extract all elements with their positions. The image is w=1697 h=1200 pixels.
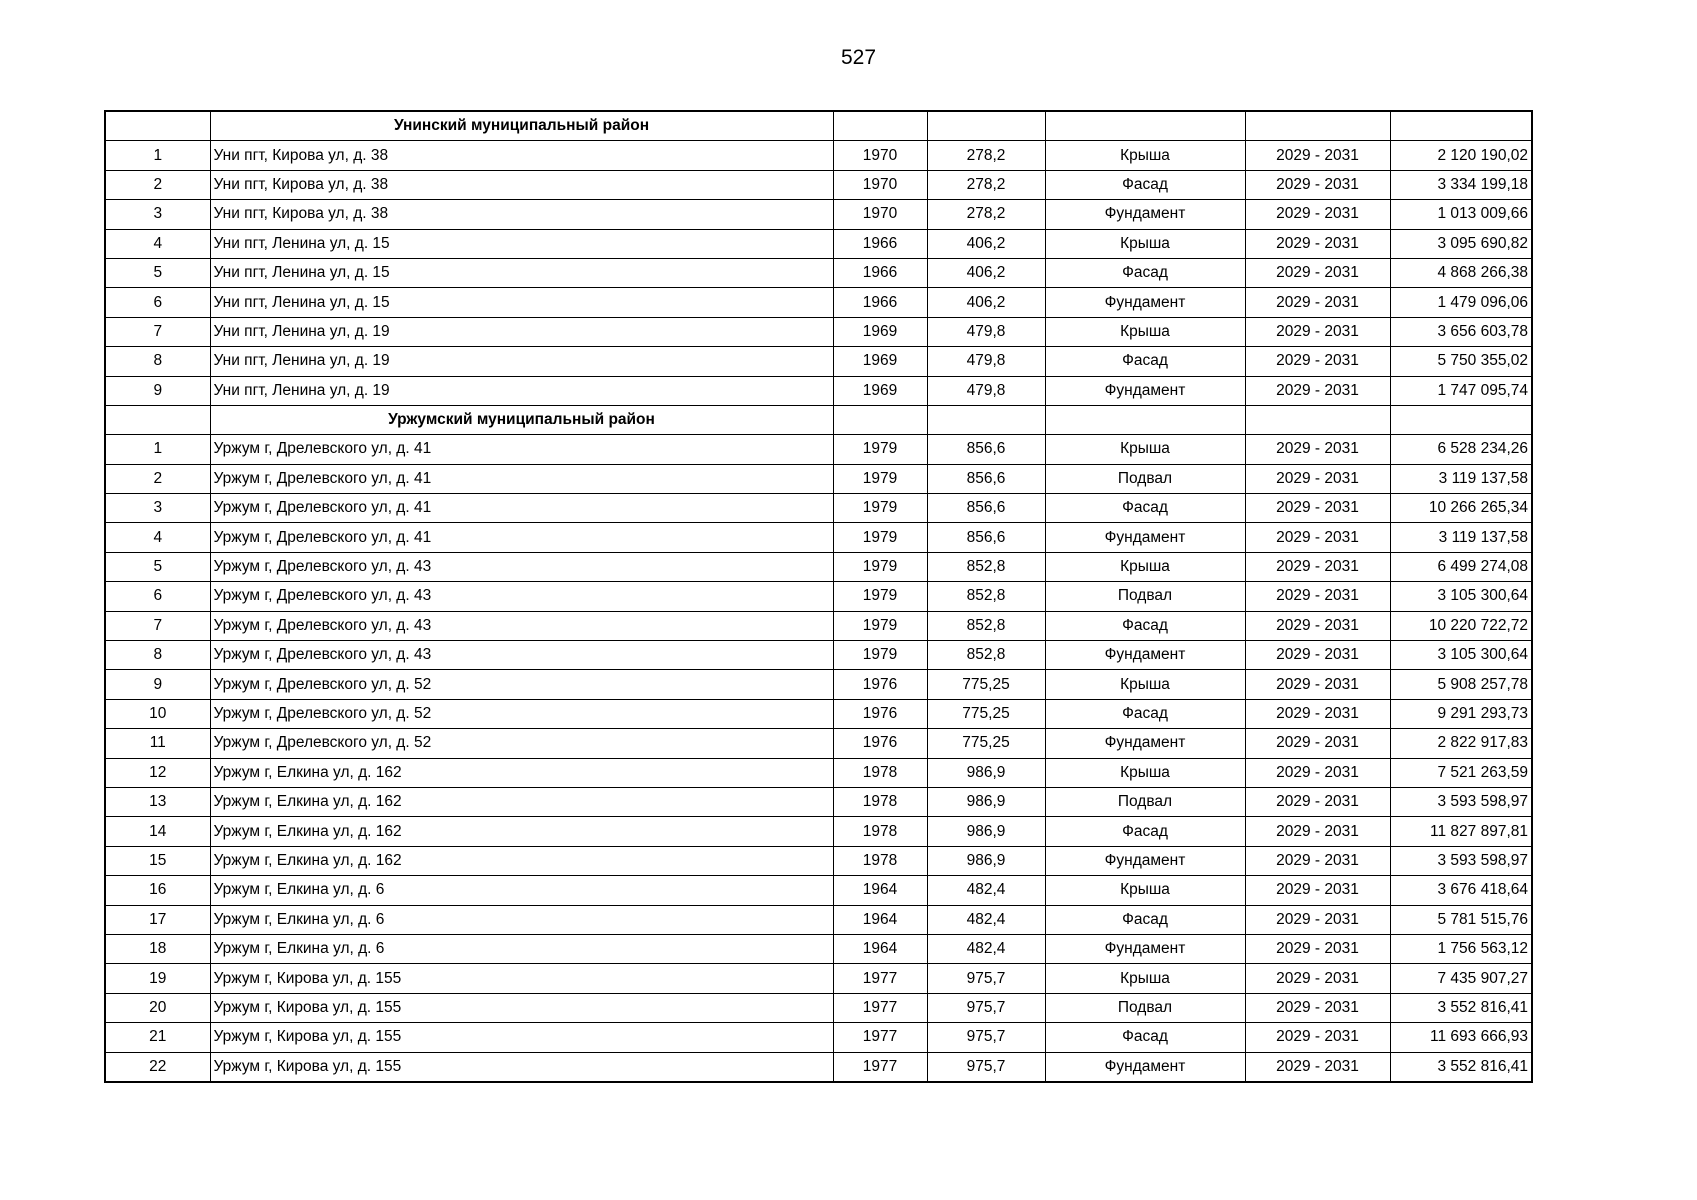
- cell-work-type: Фасад: [1045, 905, 1245, 934]
- cell-period: 2029 - 2031: [1245, 787, 1390, 816]
- cell-year: 1979: [833, 582, 927, 611]
- cell-year: 1979: [833, 641, 927, 670]
- cell-cost: 1 747 095,74: [1390, 376, 1532, 405]
- table-row: [105, 464, 1532, 493]
- table-row: [105, 1023, 1532, 1052]
- cell-period: 2029 - 2031: [1245, 552, 1390, 581]
- cell-year: 1966: [833, 288, 927, 317]
- cell-number: 14: [105, 817, 210, 846]
- cell-cost: 1 756 563,12: [1390, 934, 1532, 963]
- empty-cell: [833, 405, 927, 434]
- cell-cost: 2 822 917,83: [1390, 729, 1532, 758]
- cell-area: 406,2: [927, 258, 1045, 287]
- cell-year: 1969: [833, 376, 927, 405]
- cell-address: Уржум г, Кирова ул, д. 155: [210, 993, 833, 1022]
- cell-work-type: Подвал: [1045, 582, 1245, 611]
- table-row: [105, 934, 1532, 963]
- cell-cost: 1 013 009,66: [1390, 200, 1532, 229]
- cell-work-type: Фасад: [1045, 258, 1245, 287]
- cell-year: 1966: [833, 258, 927, 287]
- cell-cost: 6 528 234,26: [1390, 435, 1532, 464]
- table-row: [105, 376, 1532, 405]
- cell-cost: 10 220 722,72: [1390, 611, 1532, 640]
- cell-address: Уржум г, Дрелевского ул, д. 43: [210, 552, 833, 581]
- cell-cost: 3 119 137,58: [1390, 523, 1532, 552]
- table-row: [105, 288, 1532, 317]
- cell-address: Уржум г, Елкина ул, д. 162: [210, 817, 833, 846]
- table-row: [105, 876, 1532, 905]
- cell-area: 852,8: [927, 641, 1045, 670]
- cell-number: 21: [105, 1023, 210, 1052]
- cell-address: Уржум г, Елкина ул, д. 162: [210, 787, 833, 816]
- cell-year: 1979: [833, 435, 927, 464]
- register-body: [105, 111, 1532, 1082]
- cell-cost: 3 593 598,97: [1390, 787, 1532, 816]
- cell-address: Уржум г, Кирова ул, д. 155: [210, 1023, 833, 1052]
- cell-year: 1977: [833, 993, 927, 1022]
- table-row: [105, 758, 1532, 787]
- cell-cost: 3 105 300,64: [1390, 582, 1532, 611]
- cell-year: 1978: [833, 758, 927, 787]
- table-row: [105, 817, 1532, 846]
- cell-period: 2029 - 2031: [1245, 729, 1390, 758]
- table-row: [105, 699, 1532, 728]
- table-row: [105, 317, 1532, 346]
- cell-area: 975,7: [927, 964, 1045, 993]
- section-header-row: [105, 111, 1532, 141]
- cell-period: 2029 - 2031: [1245, 288, 1390, 317]
- cell-area: 278,2: [927, 170, 1045, 199]
- repair-register-table: [104, 110, 1533, 1083]
- cell-year: 1978: [833, 817, 927, 846]
- cell-period: 2029 - 2031: [1245, 934, 1390, 963]
- cell-work-type: Фундамент: [1045, 641, 1245, 670]
- cell-number: 1: [105, 141, 210, 170]
- cell-number: 1: [105, 435, 210, 464]
- cell-area: 482,4: [927, 934, 1045, 963]
- cell-period: 2029 - 2031: [1245, 494, 1390, 523]
- cell-period: 2029 - 2031: [1245, 435, 1390, 464]
- cell-area: 856,6: [927, 494, 1045, 523]
- cell-cost: 3 656 603,78: [1390, 317, 1532, 346]
- cell-period: 2029 - 2031: [1245, 758, 1390, 787]
- cell-period: 2029 - 2031: [1245, 670, 1390, 699]
- cell-area: 479,8: [927, 376, 1045, 405]
- cell-year: 1970: [833, 200, 927, 229]
- cell-period: 2029 - 2031: [1245, 905, 1390, 934]
- page-number: 527: [840, 46, 877, 69]
- cell-number: 9: [105, 670, 210, 699]
- cell-work-type: Крыша: [1045, 317, 1245, 346]
- empty-cell: [105, 111, 210, 141]
- table-row: [105, 641, 1532, 670]
- cell-area: 986,9: [927, 817, 1045, 846]
- cell-work-type: Крыша: [1045, 964, 1245, 993]
- cell-address: Уржум г, Дрелевского ул, д. 52: [210, 729, 833, 758]
- cell-year: 1979: [833, 552, 927, 581]
- cell-period: 2029 - 2031: [1245, 699, 1390, 728]
- section-header-row: [105, 405, 1532, 434]
- cell-number: 7: [105, 317, 210, 346]
- cell-number: 2: [105, 170, 210, 199]
- cell-area: 852,8: [927, 611, 1045, 640]
- empty-cell: [105, 405, 210, 434]
- cell-year: 1979: [833, 494, 927, 523]
- cell-period: 2029 - 2031: [1245, 229, 1390, 258]
- empty-cell: [1390, 405, 1532, 434]
- cell-number: 6: [105, 288, 210, 317]
- cell-period: 2029 - 2031: [1245, 200, 1390, 229]
- cell-cost: 11 827 897,81: [1390, 817, 1532, 846]
- cell-period: 2029 - 2031: [1245, 347, 1390, 376]
- cell-cost: 3 095 690,82: [1390, 229, 1532, 258]
- cell-cost: 3 119 137,58: [1390, 464, 1532, 493]
- cell-area: 278,2: [927, 200, 1045, 229]
- cell-number: 3: [105, 200, 210, 229]
- cell-period: 2029 - 2031: [1245, 876, 1390, 905]
- cell-period: 2029 - 2031: [1245, 523, 1390, 552]
- cell-cost: 3 552 816,41: [1390, 993, 1532, 1022]
- cell-cost: 4 868 266,38: [1390, 258, 1532, 287]
- cell-work-type: Подвал: [1045, 993, 1245, 1022]
- cell-number: 3: [105, 494, 210, 523]
- cell-period: 2029 - 2031: [1245, 964, 1390, 993]
- empty-cell: [1045, 111, 1245, 141]
- cell-number: 17: [105, 905, 210, 934]
- cell-address: Уни пгт, Ленина ул, д. 15: [210, 288, 833, 317]
- cell-year: 1964: [833, 876, 927, 905]
- cell-work-type: Фундамент: [1045, 376, 1245, 405]
- cell-work-type: Фундамент: [1045, 729, 1245, 758]
- cell-address: Уржум г, Дрелевского ул, д. 43: [210, 611, 833, 640]
- cell-period: 2029 - 2031: [1245, 317, 1390, 346]
- cell-work-type: Фундамент: [1045, 288, 1245, 317]
- cell-area: 856,6: [927, 523, 1045, 552]
- empty-cell: [927, 111, 1045, 141]
- cell-work-type: Фундамент: [1045, 846, 1245, 875]
- cell-number: 4: [105, 229, 210, 258]
- table-row: [105, 347, 1532, 376]
- cell-year: 1978: [833, 846, 927, 875]
- cell-period: 2029 - 2031: [1245, 611, 1390, 640]
- cell-cost: 3 105 300,64: [1390, 641, 1532, 670]
- cell-work-type: Фасад: [1045, 699, 1245, 728]
- cell-year: 1969: [833, 347, 927, 376]
- cell-cost: 9 291 293,73: [1390, 699, 1532, 728]
- cell-address: Уни пгт, Ленина ул, д. 15: [210, 229, 833, 258]
- cell-number: 10: [105, 699, 210, 728]
- cell-work-type: Фундамент: [1045, 1052, 1245, 1082]
- empty-cell: [927, 405, 1045, 434]
- cell-area: 406,2: [927, 288, 1045, 317]
- cell-address: Уни пгт, Ленина ул, д. 19: [210, 347, 833, 376]
- cell-area: 986,9: [927, 787, 1045, 816]
- table-row: [105, 729, 1532, 758]
- cell-address: Уни пгт, Кирова ул, д. 38: [210, 141, 833, 170]
- cell-address: Уржум г, Дрелевского ул, д. 41: [210, 464, 833, 493]
- empty-cell: [1245, 405, 1390, 434]
- cell-address: Уржум г, Дрелевского ул, д. 52: [210, 699, 833, 728]
- cell-period: 2029 - 2031: [1245, 641, 1390, 670]
- cell-address: Уни пгт, Кирова ул, д. 38: [210, 170, 833, 199]
- cell-number: 5: [105, 552, 210, 581]
- cell-year: 1977: [833, 964, 927, 993]
- cell-area: 975,7: [927, 1052, 1045, 1082]
- cell-address: Уни пгт, Ленина ул, д. 19: [210, 376, 833, 405]
- cell-cost: 1 479 096,06: [1390, 288, 1532, 317]
- cell-year: 1976: [833, 670, 927, 699]
- cell-number: 8: [105, 641, 210, 670]
- cell-cost: 3 334 199,18: [1390, 170, 1532, 199]
- cell-cost: 10 266 265,34: [1390, 494, 1532, 523]
- cell-period: 2029 - 2031: [1245, 376, 1390, 405]
- table-row: [105, 141, 1532, 170]
- cell-period: 2029 - 2031: [1245, 817, 1390, 846]
- cell-area: 482,4: [927, 905, 1045, 934]
- cell-area: 278,2: [927, 141, 1045, 170]
- cell-number: 13: [105, 787, 210, 816]
- cell-period: 2029 - 2031: [1245, 582, 1390, 611]
- table-row: [105, 993, 1532, 1022]
- cell-work-type: Фасад: [1045, 170, 1245, 199]
- cell-address: Уржум г, Дрелевского ул, д. 52: [210, 670, 833, 699]
- cell-area: 986,9: [927, 758, 1045, 787]
- cell-area: 775,25: [927, 670, 1045, 699]
- table-row: [105, 787, 1532, 816]
- cell-year: 1978: [833, 787, 927, 816]
- cell-address: Уржум г, Елкина ул, д. 6: [210, 876, 833, 905]
- cell-area: 856,6: [927, 464, 1045, 493]
- cell-work-type: Фасад: [1045, 1023, 1245, 1052]
- cell-cost: 5 750 355,02: [1390, 347, 1532, 376]
- cell-year: 1979: [833, 523, 927, 552]
- cell-cost: 3 552 816,41: [1390, 1052, 1532, 1082]
- cell-year: 1977: [833, 1052, 927, 1082]
- table-row: [105, 582, 1532, 611]
- cell-work-type: Подвал: [1045, 787, 1245, 816]
- cell-address: Уржум г, Елкина ул, д. 6: [210, 934, 833, 963]
- cell-cost: 3 676 418,64: [1390, 876, 1532, 905]
- cell-address: Уржум г, Дрелевского ул, д. 41: [210, 523, 833, 552]
- cell-work-type: Подвал: [1045, 464, 1245, 493]
- cell-year: 1976: [833, 699, 927, 728]
- cell-number: 18: [105, 934, 210, 963]
- cell-period: 2029 - 2031: [1245, 1052, 1390, 1082]
- cell-work-type: Крыша: [1045, 758, 1245, 787]
- cell-number: 11: [105, 729, 210, 758]
- cell-area: 852,8: [927, 582, 1045, 611]
- cell-address: Уржум г, Дрелевского ул, д. 43: [210, 582, 833, 611]
- cell-area: 856,6: [927, 435, 1045, 464]
- cell-year: 1969: [833, 317, 927, 346]
- section-title: Уржумский муниципальный район: [210, 405, 833, 434]
- cell-period: 2029 - 2031: [1245, 141, 1390, 170]
- cell-work-type: Фундамент: [1045, 200, 1245, 229]
- cell-work-type: Крыша: [1045, 670, 1245, 699]
- cell-work-type: Крыша: [1045, 435, 1245, 464]
- table-row: [105, 229, 1532, 258]
- empty-cell: [833, 111, 927, 141]
- cell-work-type: Фасад: [1045, 347, 1245, 376]
- cell-cost: 11 693 666,93: [1390, 1023, 1532, 1052]
- table-row: [105, 552, 1532, 581]
- cell-address: Уни пгт, Ленина ул, д. 19: [210, 317, 833, 346]
- cell-period: 2029 - 2031: [1245, 1023, 1390, 1052]
- cell-work-type: Крыша: [1045, 552, 1245, 581]
- cell-number: 15: [105, 846, 210, 875]
- empty-cell: [1245, 111, 1390, 141]
- cell-area: 975,7: [927, 1023, 1045, 1052]
- cell-address: Уни пгт, Кирова ул, д. 38: [210, 200, 833, 229]
- table-row: [105, 258, 1532, 287]
- cell-area: 775,25: [927, 699, 1045, 728]
- table-row: [105, 964, 1532, 993]
- cell-area: 852,8: [927, 552, 1045, 581]
- cell-address: Уржум г, Елкина ул, д. 6: [210, 905, 833, 934]
- cell-area: 482,4: [927, 876, 1045, 905]
- cell-cost: 2 120 190,02: [1390, 141, 1532, 170]
- cell-cost: 5 908 257,78: [1390, 670, 1532, 699]
- cell-cost: 6 499 274,08: [1390, 552, 1532, 581]
- cell-address: Уржум г, Дрелевского ул, д. 43: [210, 641, 833, 670]
- cell-cost: 7 521 263,59: [1390, 758, 1532, 787]
- table-row: [105, 435, 1532, 464]
- cell-year: 1970: [833, 170, 927, 199]
- cell-address: Уржум г, Кирова ул, д. 155: [210, 964, 833, 993]
- cell-year: 1964: [833, 934, 927, 963]
- cell-address: Уржум г, Елкина ул, д. 162: [210, 846, 833, 875]
- table-row: [105, 200, 1532, 229]
- cell-work-type: Крыша: [1045, 876, 1245, 905]
- cell-work-type: Фасад: [1045, 494, 1245, 523]
- cell-period: 2029 - 2031: [1245, 993, 1390, 1022]
- cell-number: 16: [105, 876, 210, 905]
- cell-year: 1970: [833, 141, 927, 170]
- cell-cost: 5 781 515,76: [1390, 905, 1532, 934]
- cell-work-type: Крыша: [1045, 141, 1245, 170]
- cell-area: 986,9: [927, 846, 1045, 875]
- table-row: [105, 905, 1532, 934]
- cell-number: 2: [105, 464, 210, 493]
- cell-year: 1966: [833, 229, 927, 258]
- cell-year: 1977: [833, 1023, 927, 1052]
- empty-cell: [1390, 111, 1532, 141]
- table-row: [105, 1052, 1532, 1082]
- cell-number: 20: [105, 993, 210, 1022]
- cell-number: 9: [105, 376, 210, 405]
- cell-address: Уржум г, Дрелевского ул, д. 41: [210, 494, 833, 523]
- section-title: Унинский муниципальный район: [210, 111, 833, 141]
- cell-number: 7: [105, 611, 210, 640]
- cell-number: 19: [105, 964, 210, 993]
- table-row: [105, 523, 1532, 552]
- cell-year: 1976: [833, 729, 927, 758]
- table-row: [105, 170, 1532, 199]
- cell-period: 2029 - 2031: [1245, 170, 1390, 199]
- cell-year: 1979: [833, 611, 927, 640]
- cell-number: 12: [105, 758, 210, 787]
- cell-work-type: Крыша: [1045, 229, 1245, 258]
- cell-work-type: Фасад: [1045, 611, 1245, 640]
- cell-work-type: Фасад: [1045, 817, 1245, 846]
- cell-area: 479,8: [927, 347, 1045, 376]
- cell-area: 775,25: [927, 729, 1045, 758]
- cell-area: 975,7: [927, 993, 1045, 1022]
- cell-area: 406,2: [927, 229, 1045, 258]
- cell-number: 8: [105, 347, 210, 376]
- cell-cost: 3 593 598,97: [1390, 846, 1532, 875]
- cell-address: Уни пгт, Ленина ул, д. 15: [210, 258, 833, 287]
- cell-period: 2029 - 2031: [1245, 846, 1390, 875]
- cell-work-type: Фундамент: [1045, 934, 1245, 963]
- cell-address: Уржум г, Кирова ул, д. 155: [210, 1052, 833, 1082]
- cell-cost: 7 435 907,27: [1390, 964, 1532, 993]
- empty-cell: [1045, 405, 1245, 434]
- table-row: [105, 670, 1532, 699]
- cell-number: 4: [105, 523, 210, 552]
- cell-area: 479,8: [927, 317, 1045, 346]
- cell-address: Уржум г, Елкина ул, д. 162: [210, 758, 833, 787]
- cell-number: 5: [105, 258, 210, 287]
- cell-year: 1979: [833, 464, 927, 493]
- cell-address: Уржум г, Дрелевского ул, д. 41: [210, 435, 833, 464]
- cell-period: 2029 - 2031: [1245, 258, 1390, 287]
- table-row: [105, 611, 1532, 640]
- cell-work-type: Фундамент: [1045, 523, 1245, 552]
- cell-number: 6: [105, 582, 210, 611]
- cell-number: 22: [105, 1052, 210, 1082]
- table-row: [105, 846, 1532, 875]
- table-row: [105, 494, 1532, 523]
- cell-year: 1964: [833, 905, 927, 934]
- cell-period: 2029 - 2031: [1245, 464, 1390, 493]
